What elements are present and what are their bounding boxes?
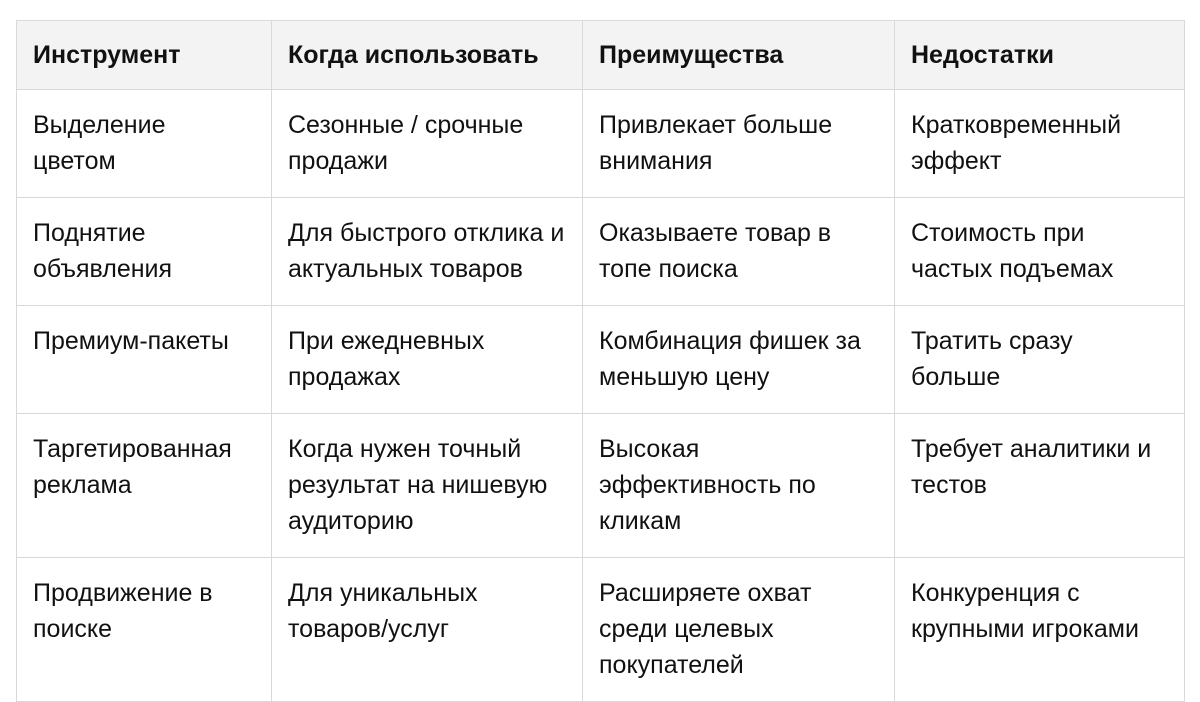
cell-tool: Выделение цветом	[17, 90, 272, 198]
header-tool: Инструмент	[17, 21, 272, 90]
cell-when-to-use: Для уникальных товаров/услуг	[272, 558, 583, 702]
cell-tool: Премиум-пакеты	[17, 306, 272, 414]
cell-advantages: Привлекает больше внимания	[583, 90, 895, 198]
table-row	[17, 558, 1185, 702]
cell-advantages: Высокая эффективность по кликам	[583, 414, 895, 558]
header-disadvantages: Недостатки	[895, 21, 1185, 90]
cell-when-to-use: Когда нужен точный результат на нишевую аудиторию	[272, 414, 583, 558]
cell-disadvantages: Стоимость при частых подъемах	[895, 198, 1185, 306]
cell-tool: Таргетированная реклама	[17, 414, 272, 558]
table-header-row	[17, 21, 1185, 90]
cell-advantages: Расширяете охват среди целевых покупателей	[583, 558, 895, 702]
cell-tool: Поднятие объявления	[17, 198, 272, 306]
cell-when-to-use: При ежедневных продажах	[272, 306, 583, 414]
header-advantages: Преимущества	[583, 21, 895, 90]
table-row	[17, 198, 1185, 306]
cell-when-to-use: Сезонные / срочные продажи	[272, 90, 583, 198]
table-row	[17, 90, 1185, 198]
cell-disadvantages: Требует аналитики и тестов	[895, 414, 1185, 558]
table-row	[17, 414, 1185, 558]
cell-when-to-use: Для быстрого отклика и актуальных товаров	[272, 198, 583, 306]
cell-advantages: Комбинация фишек за меньшую цену	[583, 306, 895, 414]
table-row	[17, 306, 1185, 414]
comparison-table	[16, 20, 1185, 702]
cell-disadvantages: Конкуренция с крупными игроками	[895, 558, 1185, 702]
cell-disadvantages: Тратить сразу больше	[895, 306, 1185, 414]
comparison-table-container	[16, 20, 1184, 702]
cell-tool: Продвижение в поиске	[17, 558, 272, 702]
cell-disadvantages: Кратковременный эффект	[895, 90, 1185, 198]
cell-advantages: Оказываете товар в топе поиска	[583, 198, 895, 306]
header-when-to-use: Когда использовать	[272, 21, 583, 90]
